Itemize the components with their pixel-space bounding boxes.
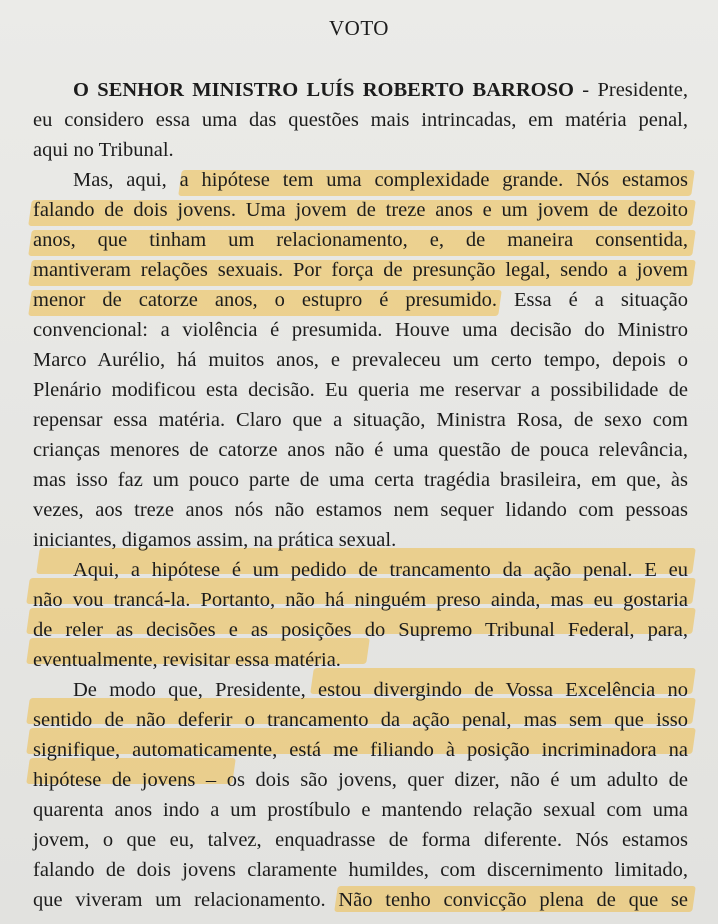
text-line: mantiveram relações sexuais. Por força de presunção legal, sendo a jovem <box>33 259 688 281</box>
text-line: eventualmente, revisitar essa matéria. <box>33 649 341 671</box>
text-line: signifique, automaticamente, está me filiando à posição incriminadora na <box>33 739 688 761</box>
text-line: jovem, o que eu, talvez, enquadrasse de forma diferente. Nós estamos <box>33 829 688 851</box>
text-line: Marco Aurélio, há muitos anos, e prevaleceu um certo tempo, depois o <box>33 349 688 371</box>
text-line: falando de dois jovens claramente humildes, com discernimento limitado, <box>33 859 688 881</box>
text-line: mas isso faz um pouco parte de uma certa tragédia brasileira, em que, às <box>33 469 688 491</box>
speaker-line <box>73 75 688 105</box>
text-line: sentido de não deferir o trancamento da ação penal, mas sem que isso <box>33 709 688 731</box>
text-line: Aqui, a hipótese é um pedido de trancamento da ação penal. E eu <box>73 559 688 581</box>
text-line: Mas, aqui, a hipótese tem uma complexidade grande. Nós estamos <box>73 169 688 191</box>
speaker-tail: - Presidente, <box>573 79 688 101</box>
text-line: quarenta anos indo a um prostíbulo e mantendo relação sexual com uma <box>33 799 688 821</box>
text-line: eu considero essa uma das questões mais intrincadas, em matéria penal, <box>33 109 688 131</box>
text-line: Plenário modificou esta decisão. Eu queria me reservar a possibilidade de <box>33 379 688 401</box>
speaker-name: O SENHOR MINISTRO LUÍS ROBERTO BARROSO <box>73 79 574 101</box>
text-line: não vou trancá-la. Portanto, não há ninguém preso ainda, mas eu gostaria <box>33 589 688 611</box>
text-line: crianças menores de catorze anos não é uma questão de pouca relevância, <box>33 439 688 461</box>
text-line: convencional: a violência é presumida. Houve uma decisão do Ministro <box>33 319 688 341</box>
text-line: repensar essa matéria. Claro que a situação, Ministra Rosa, de sexo com <box>33 409 688 431</box>
text-line: menor de catorze anos, o estupro é presumido. Essa é a situação <box>33 289 688 311</box>
text-line: que viveram um relacionamento. Não tenho convicção plena de que se <box>33 889 688 911</box>
text-line: iniciantes, digamos assim, na prática sexual. <box>33 529 397 551</box>
text-line: hipótese de jovens – os dois são jovens, quer dizer, não é um adulto de <box>33 769 688 791</box>
text-line: De modo que, Presidente, estou divergindo de Vossa Excelência no <box>73 679 688 701</box>
text-line: de reler as decisões e as posições do Supremo Tribunal Federal, para, <box>33 619 688 641</box>
page-title: VOTO <box>329 16 389 40</box>
text-line: anos, que tinham um relacionamento, e, de maneira consentida, <box>33 229 688 251</box>
text-line: vezes, aos treze anos nós não estamos nem sequer lidando com pessoas <box>33 499 688 521</box>
text-line: aqui no Tribunal. <box>33 139 174 161</box>
text-line: falando de dois jovens. Uma jovem de treze anos e um jovem de dezoito <box>33 199 688 221</box>
